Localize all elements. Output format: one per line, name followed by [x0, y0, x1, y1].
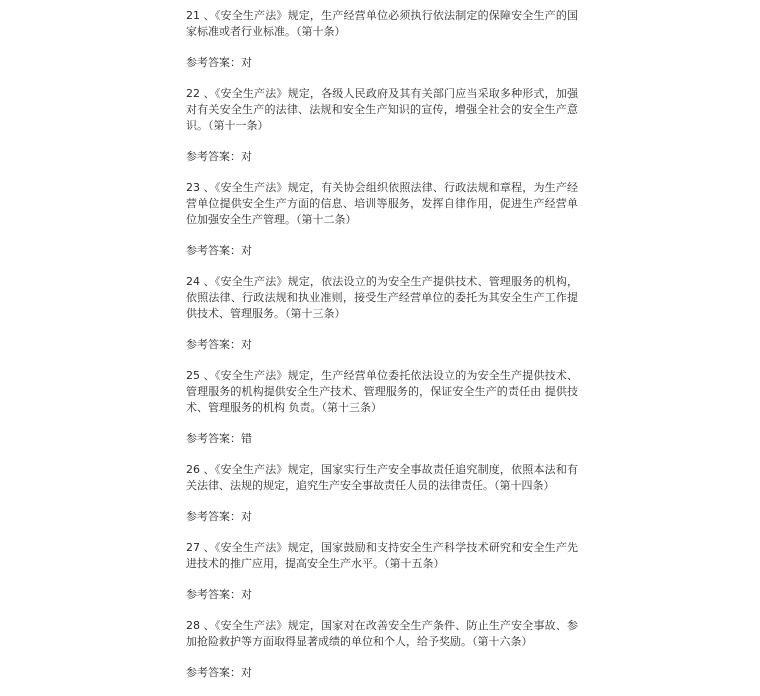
document-page	[186, 8, 578, 696]
question-item-23	[186, 180, 578, 259]
question-text: 25 、《安全生产法》规定，生产经营单位委托依法设立的为安全生产提供技术、管理服务的机构提供安全生产技术、管理服务的，保证安全生产的责任由 提供技术、管理服务的机构 负责。（第十三条）	[186, 369, 578, 414]
reference-answer: 参考答案：对	[186, 56, 252, 69]
question-item-22	[186, 86, 578, 165]
reference-answer: 参考答案：对	[186, 510, 252, 523]
question-item-21	[186, 8, 578, 71]
question-item-25	[186, 368, 578, 447]
question-text: 26 、《安全生产法》规定，国家实行生产安全事故责任追究制度，依照本法和有关法律、法规的规定，追究生产安全事故责任人员的法律责任。（第十四条）	[186, 463, 578, 492]
reference-answer: 参考答案：对	[186, 150, 252, 163]
question-text: 23 、《安全生产法》规定，有关协会组织依照法律、行政法规和章程，为生产经营单位提供安全生产方面的信息、培训等服务，发挥自律作用，促进生产经营单位加强安全生产管理。（第十二条）	[186, 181, 578, 226]
question-item-24	[186, 274, 578, 353]
question-text: 28 、《安全生产法》规定，国家对在改善安全生产条件、防止生产安全事故、参加抢险救护等方面取得显著成绩的单位和个人，给予奖励。（第十六条）	[186, 619, 578, 648]
question-item-26	[186, 462, 578, 525]
reference-answer: 参考答案：对	[186, 338, 252, 351]
question-item-28	[186, 618, 578, 681]
reference-answer: 参考答案：对	[186, 666, 252, 679]
question-text: 24 、《安全生产法》规定，依法设立的为安全生产提供技术、管理服务的机构，依照法律、行政法规和执业准则，接受生产经营单位的委托为其安全生产工作提供技术、管理服务。（第十三条）	[186, 275, 578, 320]
question-item-27	[186, 540, 578, 603]
question-text: 21 、《安全生产法》规定，生产经营单位必须执行依法制定的保障安全生产的国家标准或者行业标准。（第十条）	[186, 9, 578, 38]
question-text: 27 、《安全生产法》规定，国家鼓励和支持安全生产科学技术研究和安全生产先进技术的推广应用，提高安全生产水平。（第十五条）	[186, 541, 578, 570]
reference-answer: 参考答案：错	[186, 432, 252, 445]
question-text: 22 、《安全生产法》规定，各级人民政府及其有关部门应当采取多种形式，加强对有关安全生产的法律、法规和安全生产知识的宣传，增强全社会的安全生产意识。（第十一条）	[186, 87, 578, 132]
reference-answer: 参考答案：对	[186, 244, 252, 257]
reference-answer: 参考答案：对	[186, 588, 252, 601]
